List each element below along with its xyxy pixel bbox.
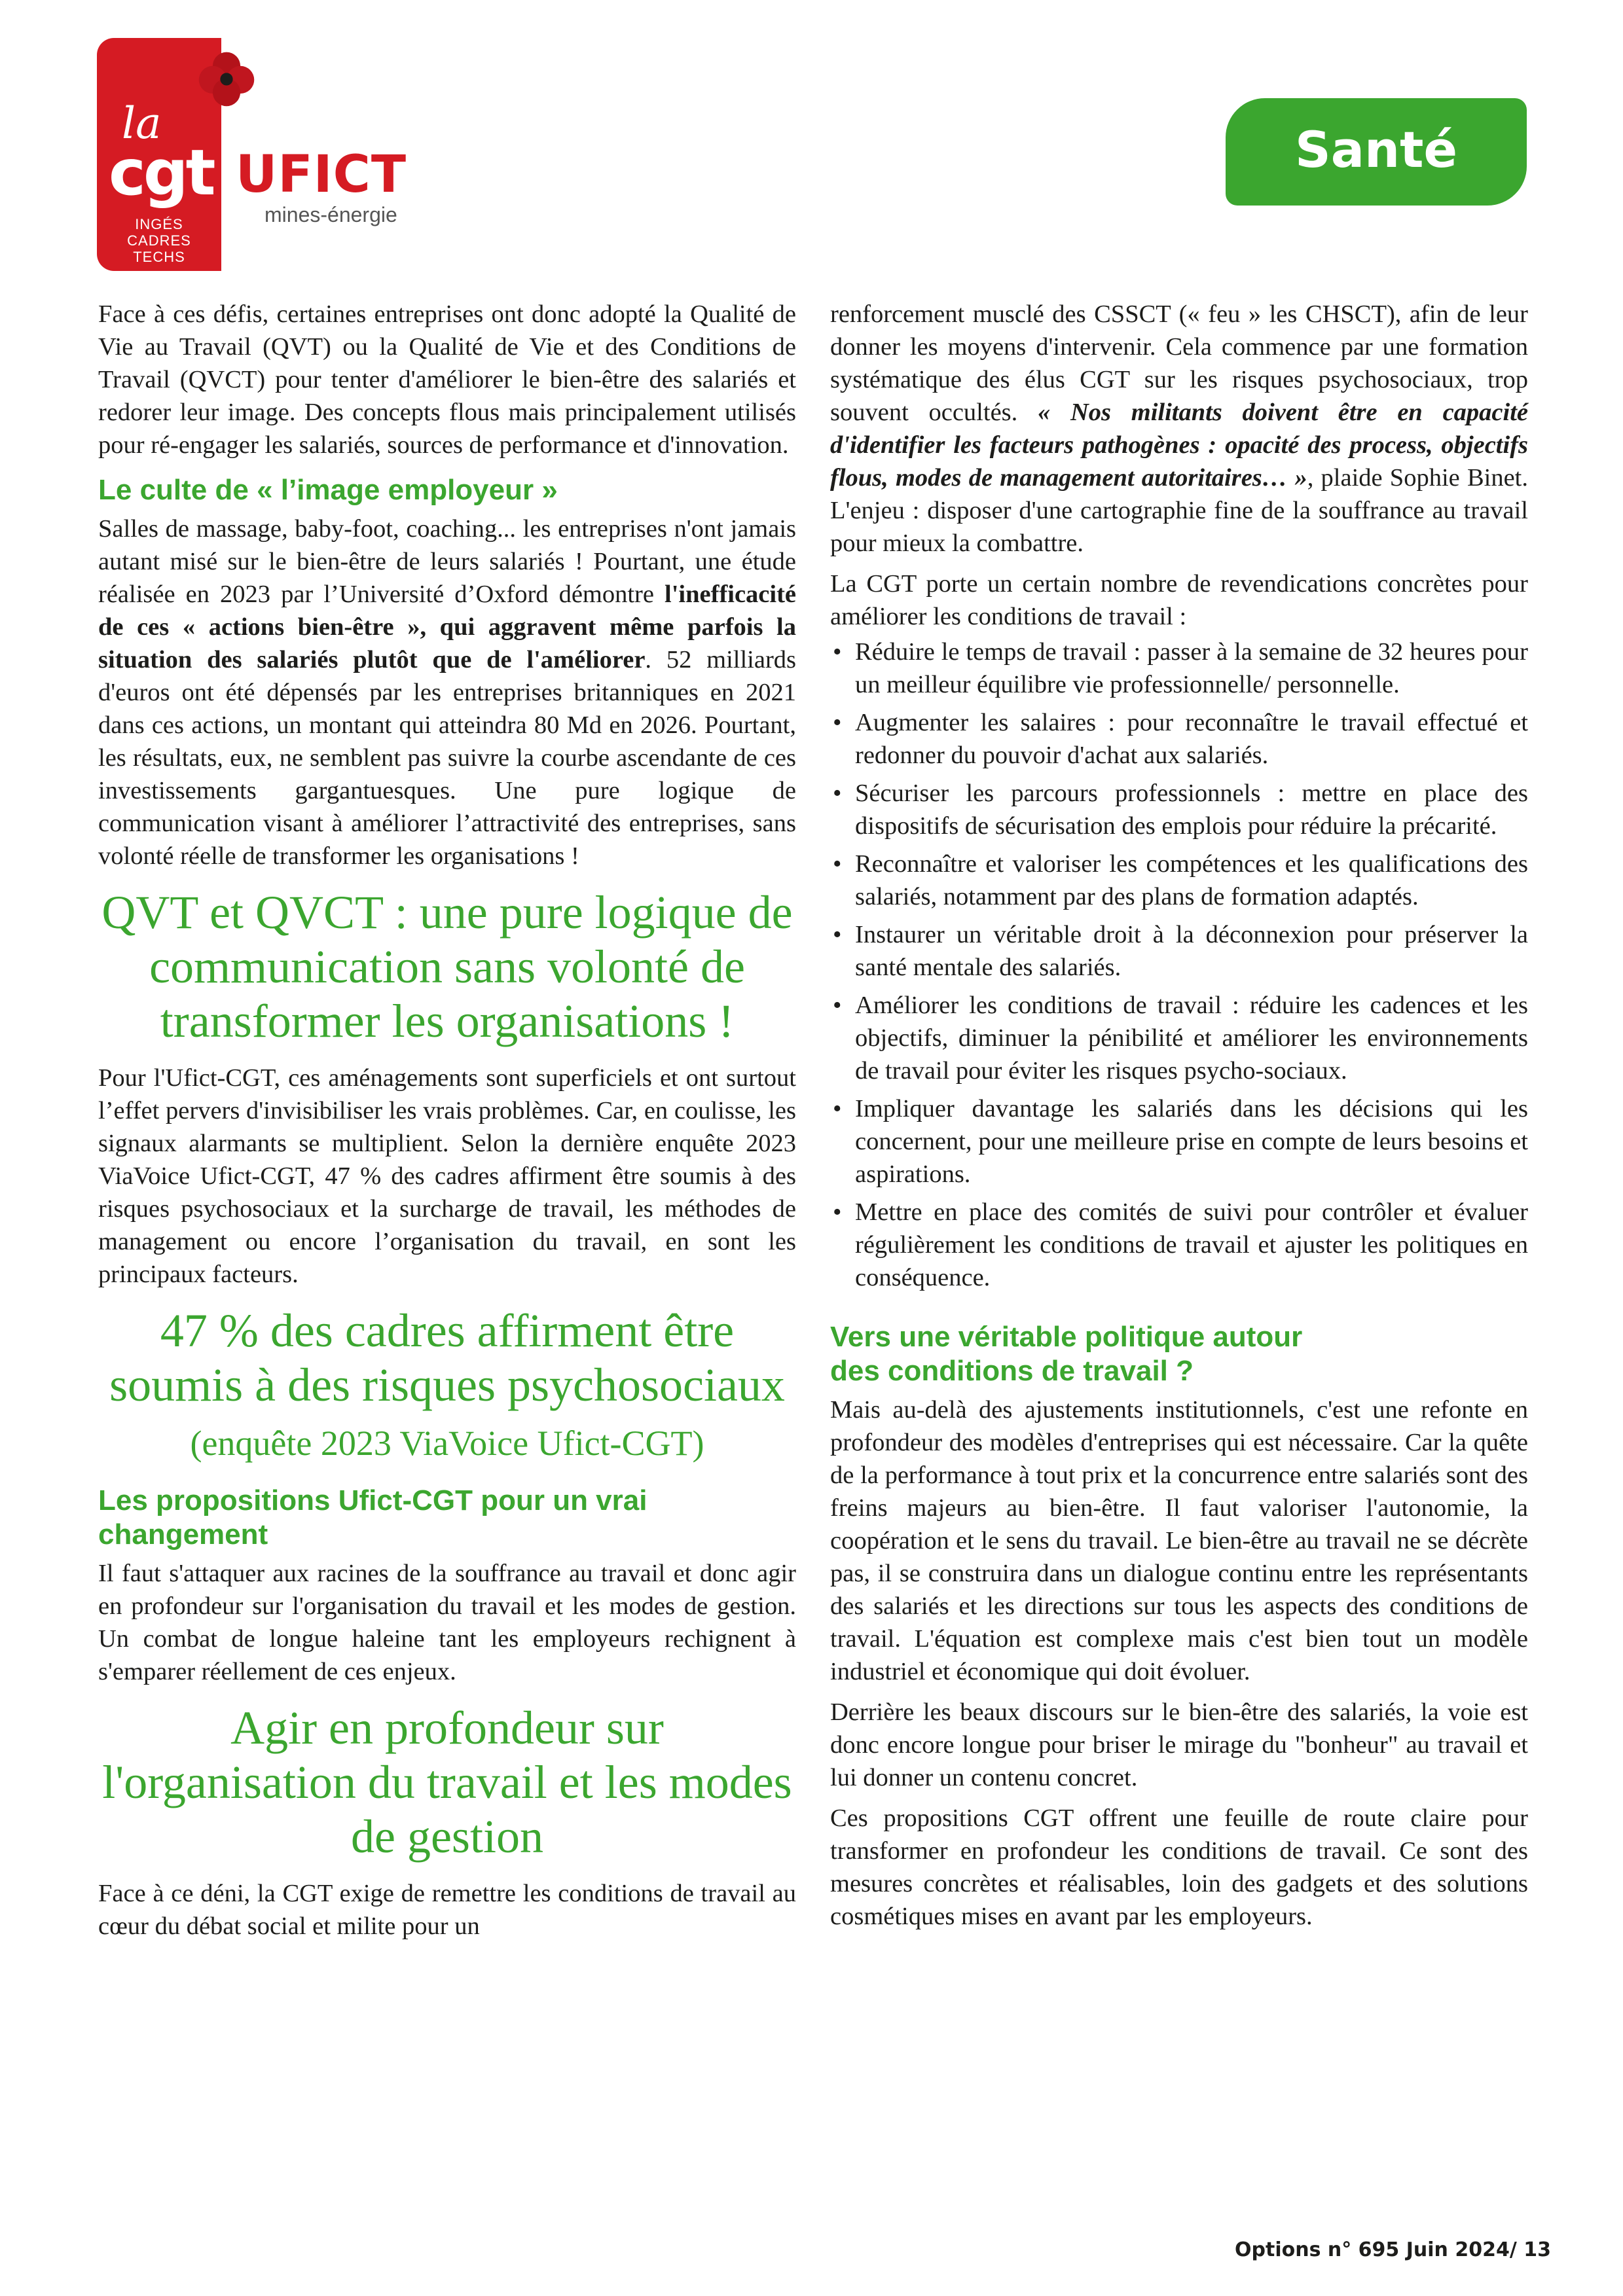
intro-paragraph: Face à ces défis, certaines entreprises ont donc adopté la Qualité de Vie au Travail (QVT) ou la Qualité de Vie et des Conditions de Travail (QVCT) pour tenter d'améliorer le bien-être des salariés et redorer leur image. Des concepts flous mais principalement utilisés pour ré-engager les salariés, sources de performance et d'innovation.: [98, 300, 796, 459]
heading-vers-line-1: Vers une véritable politique autour: [830, 1321, 1303, 1353]
pull-quote-47-percent: [98, 1304, 796, 1471]
quote-sophie-binet: « Nos militants doivent être en capacité d'identifier les facteurs pathogènes : opacité des process, objectifs flous, modes de management autoritaires… »: [830, 399, 1528, 492]
paragraph-derriere: Derrière les beaux discours sur le bien-être des salariés, la voie est donc encore longue pour briser le mirage du "bonheur" au travail et lui donner un contenu concret.: [830, 1698, 1528, 1791]
paragraph-culte-part-a: Salles de massage, baby-foot, coaching... les entreprises n'ont jamais autant misé sur le bien-être de leurs salariés ! Pourtant, une étude réalisée en 2023 par l’Université d’Oxford démontre: [98, 515, 796, 608]
section-tab-label: Santé: [1294, 120, 1457, 179]
logo-cgt-text: cgt: [109, 136, 213, 209]
logo-inges-line: INGÉS: [135, 216, 183, 232]
list-item: • Reconnaître et valoriser les compétences et les qualifications des salariés, notamment par des plans de formation adaptés.: [830, 848, 1528, 913]
section-tab-sante: [1226, 98, 1527, 206]
pull-quote-47-main: 47 % des cadres affirment être soumis à des risques psychosociaux: [109, 1304, 785, 1411]
list-item: • Améliorer les conditions de travail : réduire les cadences et les objectifs, diminuer la pénibilité et améliorer les environnements de travail pour éviter les risques psycho-sociaux.: [830, 989, 1528, 1087]
pull-quote-47-source: (enquête 2023 ViaVoice Ufict-CGT): [190, 1424, 704, 1463]
cgt-ufict-logo: [97, 38, 424, 274]
poppy-flower-icon: [195, 47, 258, 110]
heading-propositions: Les propositions Ufict-CGT pour un vrai changement: [98, 1484, 647, 1551]
paragraph-refonte: Mais au-delà des ajustements institutionnels, c'est une refonte en profondeur des modèles d'entreprises qui est nécessaire. Car la quête de la performance à tout prix et la concurrence entre salariés sont des freins majeurs au bien-être. Il faut valoriser l'autonomie, la coopération et le sens du travail. Le bien-être au travail ne se décrète pas, il se construira dans un dialogue continu entre les représentants des salariés et les directions sur tous les aspects des conditions de travail. L'équation est complexe mais c'est bien tout un modèle industriel et économique qui doit évoluer.: [830, 1396, 1528, 1685]
logo-ufict-text: UFICT: [236, 145, 407, 204]
logo-mines-energie-text: mines-énergie: [264, 203, 397, 226]
heading-vers-politique: [830, 1320, 1528, 1388]
paragraph-culte-bold: l'inefficacité de ces « actions bien-être », qui aggravent même parfois la situation des salariés plutôt que de l'améliorer: [98, 581, 796, 673]
logo-techs-line: TECHS: [133, 249, 185, 265]
paragraph-conclusion: Ces propositions CGT offrent une feuille de route claire pour transformer en profondeur les conditions de travail. Ce sont des mesures concrètes et réalisables, loin des gadgets et des solutions cosmétiques mises en avant par les employeurs.: [830, 1804, 1528, 1930]
page-footer: Options n° 695 Juin 2024/ 13: [1235, 2238, 1551, 2261]
paragraph-cssct-part-b: , plaide Sophie Binet. L'enjeu : disposer d'une cartographie fine de la souffrance au travail pour mieux la combattre.: [830, 464, 1528, 557]
list-item: • Impliquer davantage les salariés dans les décisions qui les concernent, pour une meilleure prise en compte de leurs besoins et aspirations.: [830, 1092, 1528, 1191]
right-column: [830, 298, 1528, 1933]
heading-culte-image-employeur: Le culte de « l’image employeur »: [98, 474, 558, 506]
list-item: • Instaurer un véritable droit à la déconnexion pour préserver la santé mentale des salariés.: [830, 918, 1528, 984]
paragraph-revendications: La CGT porte un certain nombre de revendications concrètes pour améliorer les conditions de travail :: [830, 570, 1528, 630]
list-item: • Réduire le temps de travail : passer à la semaine de 32 heures pour un meilleur équilibre vie professionnelle/ personnelle.: [830, 636, 1528, 701]
list-item: • Augmenter les salaires : pour reconnaître le travail effectué et redonner du pouvoir d'achat aux salariés.: [830, 706, 1528, 772]
paragraph-cssct: [830, 298, 1528, 560]
logo-inges-cadres-techs: [97, 216, 221, 265]
logo-la-text: la: [122, 98, 162, 149]
pull-quote-agir: Agir en profondeur sur l'organisation du travail et les modes de gestion: [102, 1702, 792, 1863]
paragraph-propositions: Il faut s'attaquer aux racines de la souffrance au travail et donc agir en profondeur sur l'organisation du travail et les modes de gestion. Un combat de longue haleine tant les employeurs rechignent à s'emparer réellement de ces enjeux.: [98, 1560, 796, 1685]
paragraph-ufict: Pour l'Ufict-CGT, ces aménagements sont superficiels et ont surtout l’effet pervers d'invisibiliser les vrais problèmes. Car, en coulisse, les signaux alarmants se multiplient. Selon la dernière enquête 2023 ViaVoice Ufict-CGT, 47 % des cadres affirment être soumis à des risques psychosociaux et la surcharge de travail, les méthodes de management ou encore l’organisation du travail, en sont les principaux facteurs.: [98, 1064, 796, 1288]
revendications-list: [830, 636, 1528, 1294]
list-item: • Mettre en place des comités de suivi pour contrôler et évaluer régulièrement les conditions de travail et ajuster les politiques en conséquence.: [830, 1196, 1528, 1294]
paragraph-cssct-part-a: renforcement musclé des CSSCT (« feu » les CHSCT), afin de leur donner les moyens d'intervenir. Cela commence par une formation systématique des élus CGT sur les risques psychosociaux, trop souvent occultés.: [830, 300, 1528, 426]
left-column: [98, 298, 796, 1943]
logo-cadres-line: CADRES: [127, 232, 191, 249]
heading-vers-line-2: des conditions de travail ?: [830, 1355, 1194, 1387]
paragraph-culte-part-c: . 52 milliards d'euros ont été dépensés par les entreprises britanniques en 2021 dans ces actions, un montant qui atteindra 80 Md en 2026. Pourtant, les résultats, eux, ne semblent pas suivre la courbe ascendante de ces investissements gargantuesques. Une pure logique de communication visant à améliorer l’attractivité des entreprises, sans volonté réelle de transformer les organisations !: [98, 646, 796, 870]
paragraph-deni: Face à ce déni, la CGT exige de remettre les conditions de travail au cœur du débat social et milite pour un: [98, 1880, 796, 1940]
list-item: • Sécuriser les parcours professionnels : mettre en place des dispositifs de sécurisation des emplois pour réduire la précarité.: [830, 777, 1528, 842]
paragraph-culte: [98, 512, 796, 872]
pull-quote-qvt: QVT et QVCT : une pure logique de communication sans volonté de transformer les organisations !: [101, 886, 793, 1047]
